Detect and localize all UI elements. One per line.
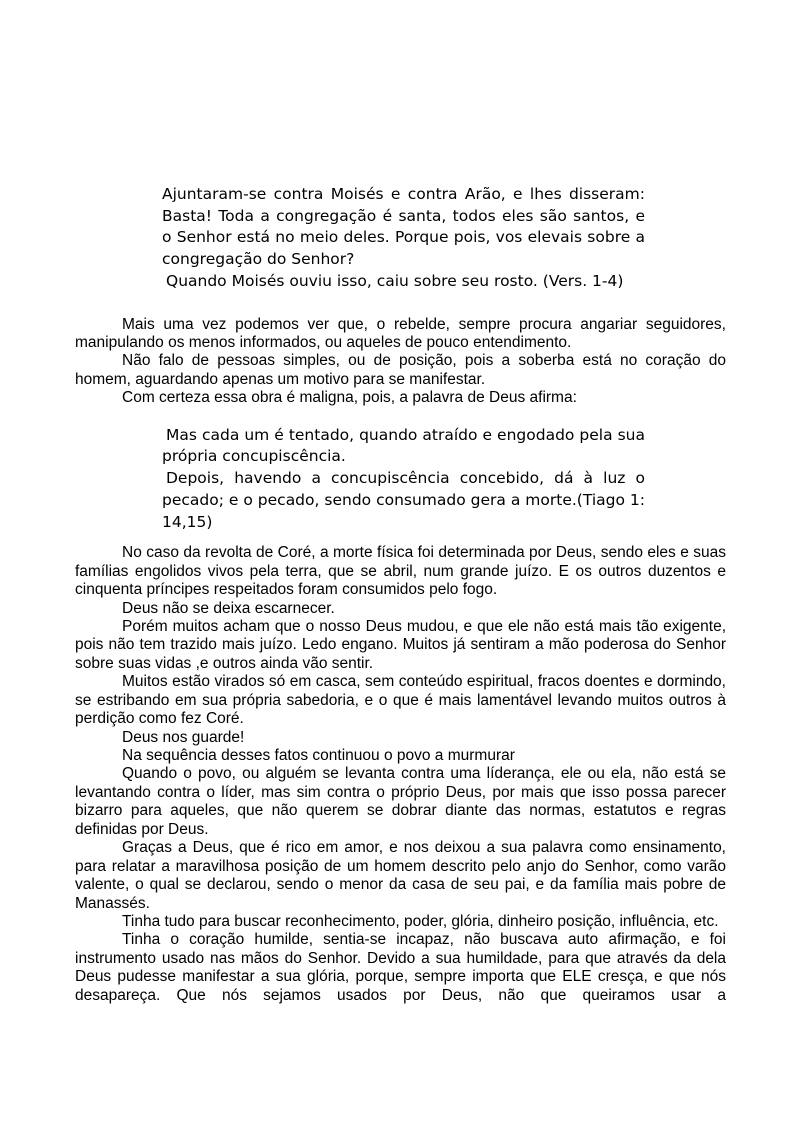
quote-paragraph: Ajuntaram-se contra Moisés e contra Arão, e lhes disseram: Basta! Toda a congregação é santa, todos eles são santos, e o Senhor está no meio deles. Porque pois, vos elevais sobre a congregação do Senhor? [162,185,645,269]
quote-paragraph: Depois, havendo a concupiscência concebido, dá à luz o pecado; e o pecado, sendo consumado gera a morte.(Tiago 1: 14,15) [162,469,645,531]
body-paragraph: Deus não se deixa escarnecer. [122,599,335,617]
body-paragraph: Não falo de pessoas simples, ou de posição, pois a soberba está no coração do homem, aguardando apenas um motivo para se manifestar. [75,352,726,388]
body-paragraph: Tinha o coração humilde, sentia-se incapaz, não buscava auto afirmação, e foi instrumento usado nas mãos do Senhor. Devido a sua humildade, para que através da dela Deus pudesse manifestar a sua glória, porque, sempre importa que ELE cresça, e que nós desapareça. Que nós sejamos usados por Deus, não que queiramos usar a [75,931,726,1004]
quote-paragraph: Quando Moisés ouviu isso, caiu sobre seu rosto. (Vers. 1-4) [166,271,624,290]
main-paragraphs [75,544,726,1005]
intro-paragraphs [75,316,726,408]
scripture-quote-block-2 [162,425,645,534]
body-paragraph: No caso da revolta de Coré, a morte física foi determinada por Deus, sendo eles e suas famílias engolidos vivos pela terra, que se abril, num grande juízo. E os outros duzentos e cinquenta príncipes respeitados foram consumidos pelo fogo. [75,544,726,599]
scripture-quote-block-1 [162,184,645,293]
quote-paragraph: Mas cada um é tentado, quando atraído e engodado pela sua própria concupiscência. [162,425,645,466]
body-paragraph: Tinha tudo para buscar reconhecimento, poder, glória, dinheiro posição, influência, etc. [122,912,719,930]
body-paragraph: Quando o povo, ou alguém se levanta contra uma líderança, ele ou ela, não está se levantando contra o líder, mas sim contra o próprio Deus, por mais que isso possa parecer bizarro para aqueles, que não querem se dobrar diante das normas, estatutos e regras definidas por Deus. [75,765,726,838]
document-content [75,0,726,1005]
body-paragraph: Porém muitos acham que o nosso Deus mudou, e que ele não está mais tão exigente, pois não tem trazido mais juízo. Ledo engano. Muitos já sentiram a mão poderosa do Senhor sobre suas vidas ,e outros ainda vão sentir. [75,617,726,672]
body-paragraph: Muitos estão virados só em casca, sem conteúdo espiritual, fracos doentes e dormindo, se estribando em sua própria sabedoria, e o que é mais lamentável levando muitos outros à perdição como fez Coré. [75,673,726,728]
body-paragraph: Com certeza essa obra é maligna, pois, a palavra de Deus afirma: [122,389,577,407]
body-paragraph: Mais uma vez podemos ver que, o rebelde, sempre procura angariar seguidores, manipulando os menos informados, ou aqueles de pouco entendimento. [75,315,726,351]
body-paragraph: Graças a Deus, que é rico em amor, e nos deixou a sua palavra como ensinamento, para relatar a maravilhosa posição de um homem descrito pelo anjo do Senhor, como varão valente, o qual se declarou, sendo o menor da casa de seu pai, e da família mais pobre de Manassés. [75,839,726,912]
body-paragraph: Deus nos guarde! [122,728,245,746]
body-paragraph: Na sequência desses fatos continuou o povo a murmurar [122,747,515,765]
